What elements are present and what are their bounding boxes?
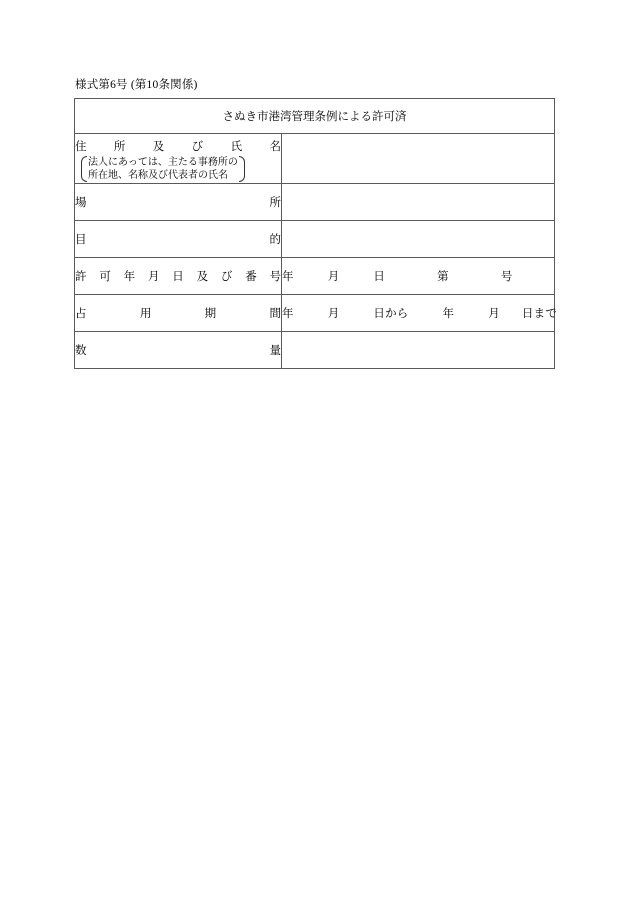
table-row-title	[75, 99, 555, 134]
period-start-month: 月	[327, 308, 340, 320]
label-char: 氏	[230, 141, 243, 153]
form-number: 様式第6号 (第10条関係)	[75, 79, 198, 91]
note-bracket	[81, 156, 245, 182]
date-part-day: 日	[373, 271, 386, 283]
label-char: 及	[152, 141, 165, 153]
label-char: 年	[123, 271, 136, 283]
label-char: 月	[147, 271, 160, 283]
label-chars	[75, 231, 281, 247]
table-row	[75, 258, 555, 295]
label-char: 場	[75, 197, 87, 209]
label-char: 日	[172, 271, 184, 283]
label-char: 間	[269, 308, 281, 320]
row-value-address-name[interactable]	[282, 134, 555, 184]
label-char: 所	[113, 141, 126, 153]
row-value-purpose[interactable]	[282, 221, 555, 258]
permit-date-line	[282, 268, 554, 284]
row-value-permit-date-number[interactable]	[282, 258, 555, 295]
label-chars	[75, 305, 281, 321]
label-chars	[75, 268, 281, 284]
row-label-quantity	[75, 332, 282, 369]
row-label-place	[75, 184, 282, 221]
period-end-year: 年	[442, 308, 455, 320]
row-label-purpose	[75, 221, 282, 258]
label-char: 許	[75, 271, 87, 283]
table-row	[75, 134, 555, 184]
label-char: 量	[269, 345, 281, 357]
date-part-no-prefix: 第	[437, 271, 449, 283]
label-char: 可	[99, 271, 111, 283]
period-date-line	[282, 305, 558, 321]
label-char: 号	[269, 271, 281, 283]
label-char: 期	[204, 308, 217, 320]
note-line-2: 所在地、名称及び代表者の氏名	[88, 170, 228, 181]
row-label-permit-date-number	[75, 258, 282, 295]
period-end-month: 月	[488, 308, 500, 320]
label-char: 目	[75, 234, 87, 246]
row-label-address-name	[75, 134, 282, 184]
label-char: 数	[75, 345, 87, 357]
date-part-no-suffix: 号	[500, 271, 513, 283]
label-char: 名	[269, 141, 281, 153]
label-chars	[75, 194, 281, 210]
row-value-occupancy-period[interactable]	[282, 295, 558, 332]
date-part-month: 月	[327, 271, 340, 283]
row-label-occupancy-period	[75, 295, 282, 332]
table-row	[75, 184, 555, 221]
label-char: 番	[245, 271, 257, 283]
label-char: 用	[139, 308, 152, 320]
label-char: び	[191, 141, 204, 153]
label-char: 所	[269, 197, 281, 209]
label-char: 及	[196, 271, 209, 283]
address-name-note	[75, 156, 281, 182]
table-row	[75, 295, 555, 332]
note-line-1: 法人にあっては、主たる事務所の	[88, 157, 238, 168]
label-char: び	[220, 271, 233, 283]
label-chars	[75, 342, 281, 358]
permit-table	[74, 98, 558, 369]
date-part-year: 年	[282, 271, 294, 283]
table-row	[75, 332, 555, 369]
label-char: 住	[75, 141, 87, 153]
table-title: さぬき市港湾管理条例による許可済	[75, 99, 555, 134]
label-char: 占	[75, 308, 87, 320]
table-row	[75, 221, 555, 258]
row-value-place[interactable]	[282, 184, 555, 221]
period-start-day: 日から	[373, 308, 409, 320]
label-char: 的	[269, 234, 281, 246]
period-end-day: 日まで	[521, 308, 558, 320]
period-start-year: 年	[282, 308, 294, 320]
address-name-label-line	[75, 135, 281, 154]
row-value-quantity[interactable]	[282, 332, 555, 369]
